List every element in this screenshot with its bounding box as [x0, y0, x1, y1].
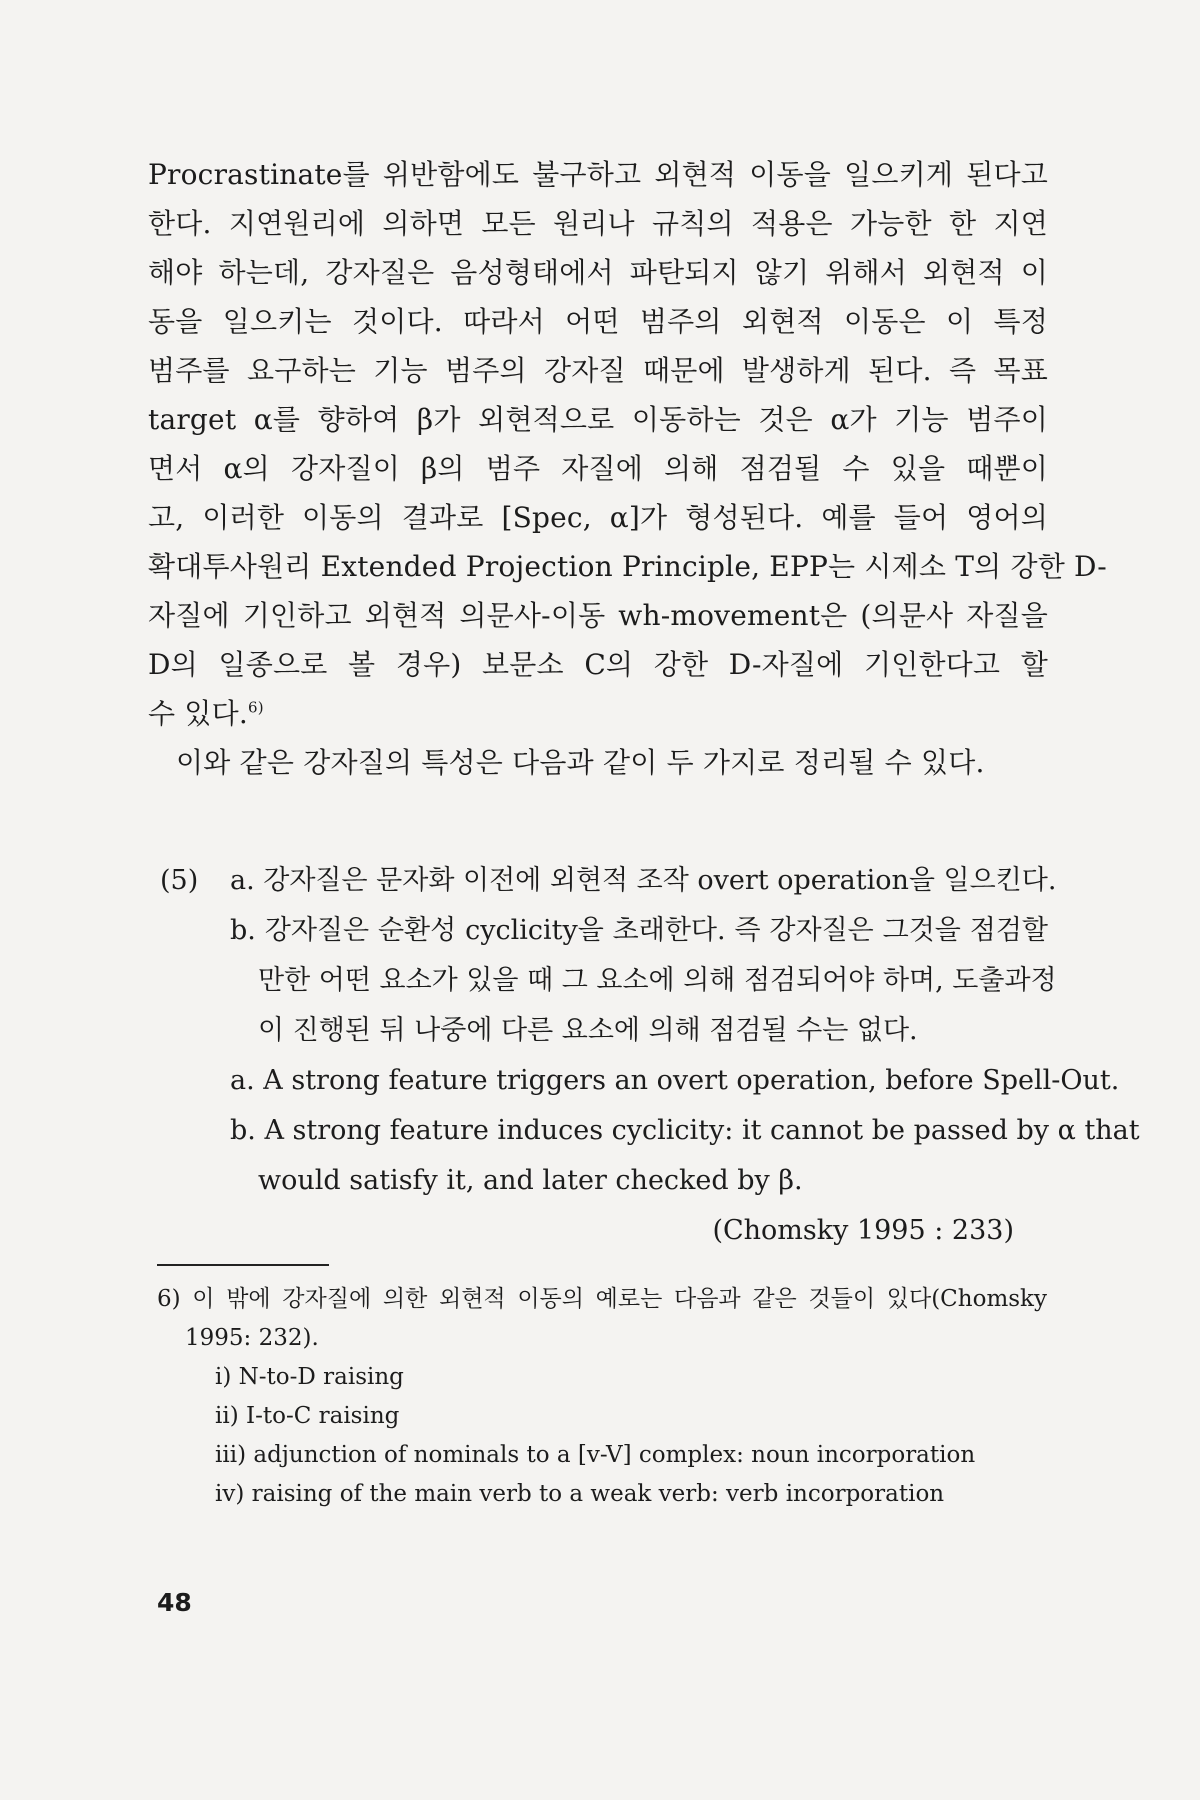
body-line: 자질에 기인하고 외현적 의문사-이동 wh-movement은 (의문사 자질을: [148, 599, 1048, 632]
body-line-last: [148, 689, 1048, 738]
summary-line: 이와 같은 강자질의 특성은 다음과 같이 두 가지로 정리될 수 있다.: [176, 746, 985, 779]
body-line: 확대투사원리 Extended Projection Principle, EPP는 시제소 T의 강한 D-: [148, 550, 1107, 583]
body-line: 동을 일으키는 것이다. 따라서 어떤 범주의 외현적 이동은 이 특정: [148, 305, 1048, 338]
example-line: a. 강자질은 문자화 이전에 외현적 조작 overt operation을 일으킨다.: [230, 865, 1057, 896]
body-line: D의 일종으로 볼 경우) 보문소 C의 강한 D-자질에 기인한다고 할: [148, 648, 1048, 681]
body-line: 해야 하는데, 강자질은 음성형태에서 파탄되지 않기 위해서 외현적 이: [148, 256, 1048, 289]
footnote-item: iv) raising of the main verb to a weak verb: verb incorporation: [215, 1481, 945, 1507]
example-line: would satisfy it, and later checked by β.: [258, 1165, 803, 1196]
example-line: 이 진행된 뒤 나중에 다른 요소에 의해 점검될 수는 없다.: [258, 1015, 918, 1046]
footnote-item: ii) I-to-C raising: [215, 1403, 400, 1429]
body-line: 범주를 요구하는 기능 범주의 강자질 때문에 발생하게 된다. 즉 목표: [148, 354, 1048, 387]
footnote-item: i) N-to-D raising: [215, 1364, 404, 1390]
example-row: [148, 1156, 1048, 1206]
example-row: [148, 906, 1048, 956]
footnotes: [157, 1280, 1047, 1514]
example-number: (5): [160, 865, 199, 896]
body-line: 면서 α의 강자질이 β의 범주 자질에 의해 점검될 수 있을 때뿐이: [148, 452, 1048, 485]
body-line: 한다. 지연원리에 의하면 모든 원리나 규칙의 적용은 가능한 한 지연: [148, 207, 1048, 240]
example-row: [148, 856, 1057, 906]
footnote-marker[interactable]: 6): [247, 698, 264, 717]
body-last-text: 수 있다.: [148, 697, 248, 730]
page-number: 48: [157, 1588, 192, 1617]
example-line: a. A strong feature triggers an overt operation, before Spell-Out.: [230, 1065, 1120, 1096]
example-citation: (Chomsky 1995 : 233): [712, 1215, 1014, 1246]
example-row: [148, 956, 1057, 1006]
body-text: [148, 150, 1107, 787]
footnote-line: 6) 이 밖에 강자질에 의한 외현적 이동의 예로는 다음과 같은 것들이 있다(Chomsky: [157, 1286, 1047, 1312]
example-row: [148, 1106, 1140, 1156]
body-line: Procrastinate를 위반함에도 불구하고 외현적 이동을 일으키게 된다고: [148, 158, 1048, 191]
footnote-rule: [157, 1264, 329, 1266]
example-line: b. 강자질은 순환성 cyclicity을 초래한다. 즉 강자질은 그것을 점검할: [230, 915, 1048, 946]
example-row: [148, 1006, 1048, 1056]
example-line: b. A strong feature induces cyclicity: it cannot be passed by α that: [230, 1115, 1140, 1146]
footnote-item: iii) adjunction of nominals to a [v-V] complex: noun incorporation: [215, 1442, 976, 1468]
example-line: 만한 어떤 요소가 있을 때 그 요소에 의해 점검되어야 하며, 도출과정: [258, 965, 1057, 996]
example-5: [148, 856, 1140, 1256]
body-line: target α를 향하여 β가 외현적으로 이동하는 것은 α가 기능 범주이: [148, 403, 1048, 436]
example-row: [148, 1056, 1120, 1106]
body-line: 고, 이러한 이동의 결과로 [Spec, α]가 형성된다. 예를 들어 영어의: [148, 501, 1048, 534]
footnote-line: 1995: 232).: [185, 1325, 319, 1351]
